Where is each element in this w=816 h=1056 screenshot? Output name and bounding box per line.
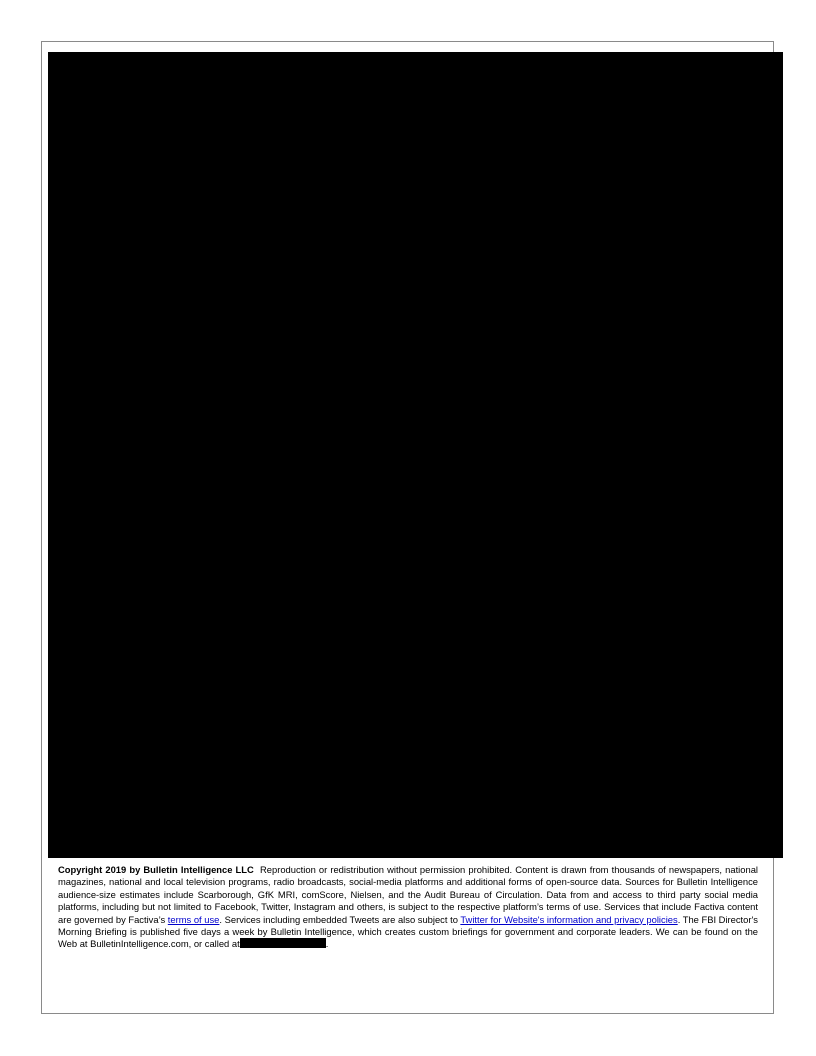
- notice-text-part3: . The FBI Director's Morning Briefing is published five days a week by Bulletin Intelligence, which creates custom briefings for government and corporate leaders. We can be found on the Web at BulletinIntelligence.com, or called at: [58, 913, 758, 950]
- twitter-policies-link[interactable]: Twitter for Website's information and privacy policies: [460, 913, 678, 925]
- notice-text-part2: . Services including embedded Tweets are also subject to: [219, 913, 458, 925]
- notice-text-part1: Reproduction or redistribution without permission prohibited. Content is drawn from thousands of newspapers, national magazines, national and local television programs, radio broadcasts, social-media platforms and additional forms of open-source data. Sources for Bulletin Intelligence audience-size estimates include Scarborough, GfK MRI, comScore, Nielsen, and the Audit Bureau of Circulation. Data from and access to third party social media platforms, including but not limited to Facebook, Twitter, Instagram and others, is subject to the respective platform’s terms of use. Services that include Factiva content are governed by Factiva’s: [58, 864, 758, 925]
- copyright-notice: [58, 864, 758, 951]
- redacted-phone-number: [240, 938, 326, 948]
- copyright-heading: Copyright 2019 by Bulletin Intelligence LLC: [58, 864, 254, 875]
- notice-text-end: .: [325, 938, 329, 950]
- redacted-content-block: [48, 52, 783, 858]
- terms-of-use-link[interactable]: terms of use: [167, 913, 220, 925]
